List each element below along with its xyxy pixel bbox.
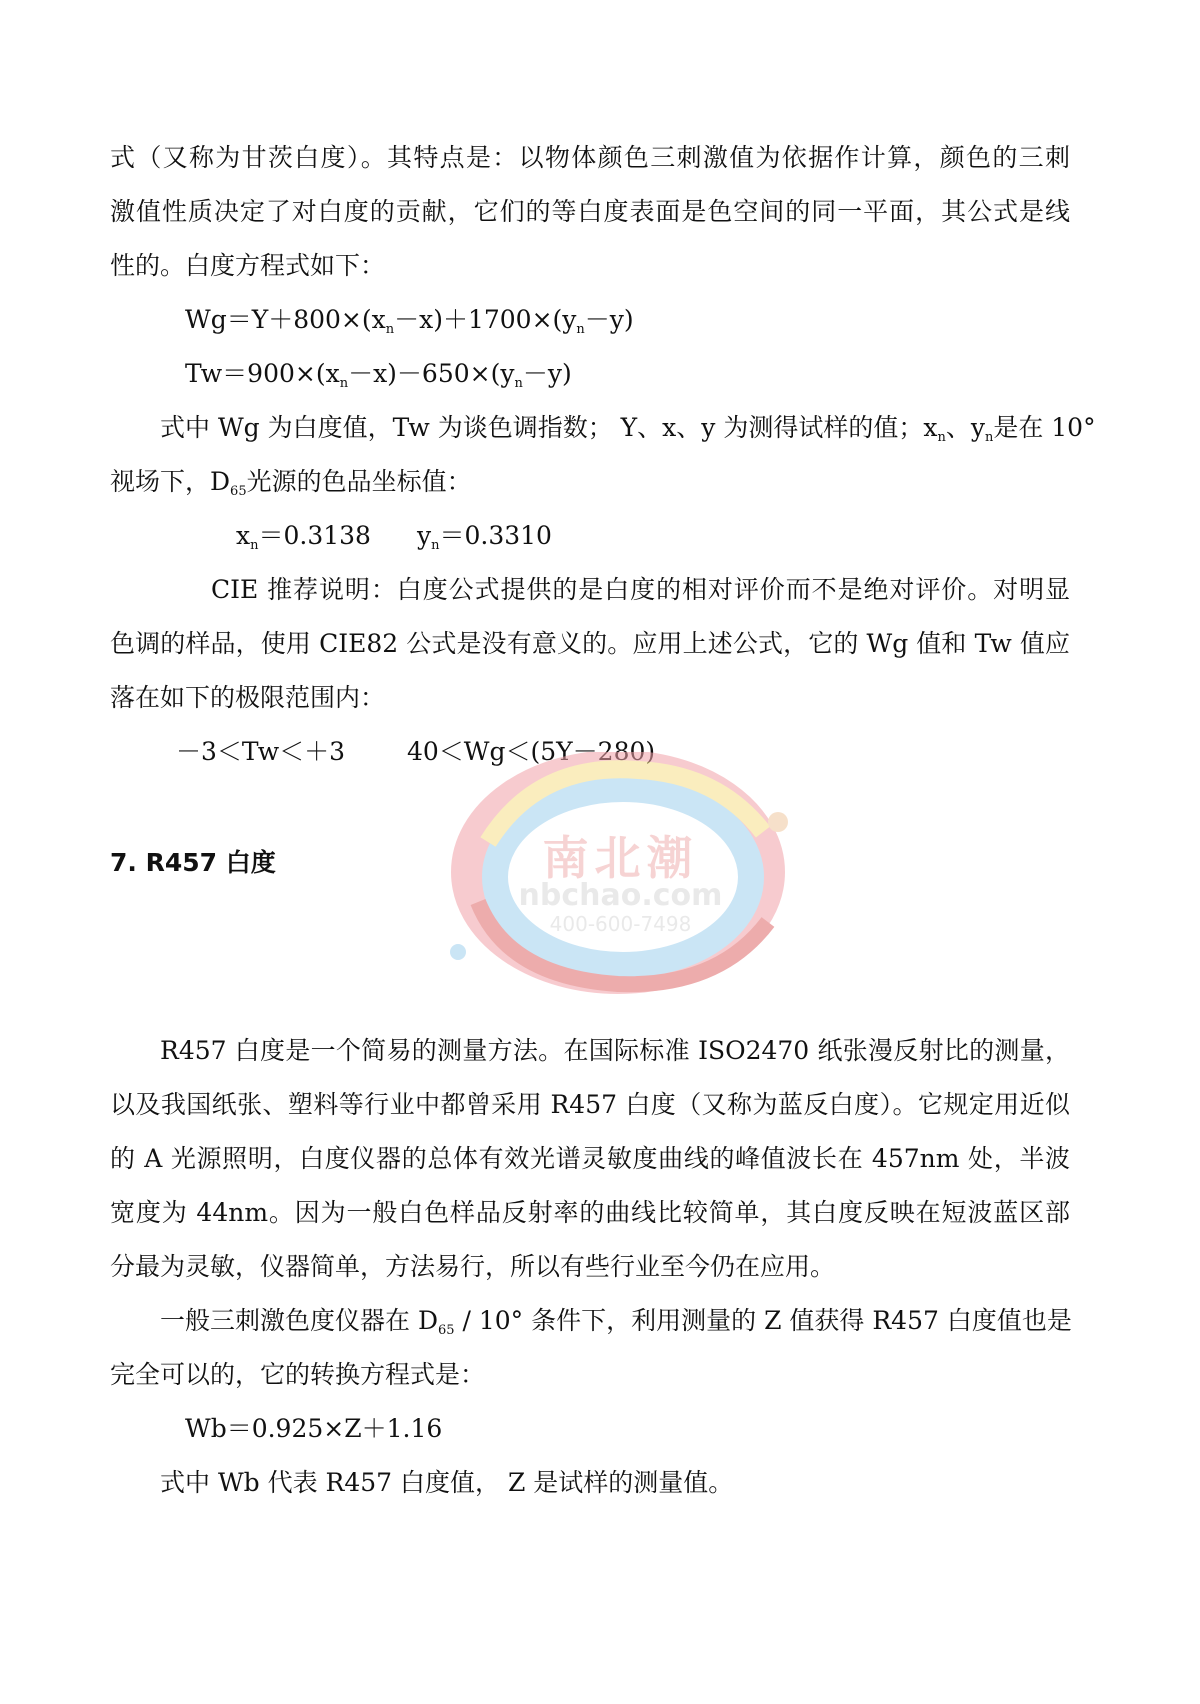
paragraph-line: 性的。白度方程式如下： [110, 251, 386, 280]
r457-paragraph-line: R457 白度是一个简易的测量方法。在国际标准 ISO2470 纸张漫反射比的测量， [160, 1036, 1070, 1065]
r457-paragraph-line: 宽度为 44nm。因为一般白色样品反射率的曲线比较简单，其白度反映在短波蓝区部 [110, 1198, 1070, 1227]
cie-note-line: 色调的样品，使用 CIE82 公式是没有意义的。应用上述公式，它的 Wg 值和 Tw 值应 [110, 629, 1070, 658]
explanation-line: 视场下，$D_{65}$光源的色品坐标值： [110, 467, 472, 499]
paragraph-line: 激值性质决定了对白度的贡献，它们的等白度表面是色空间的同一平面，其公式是线 [110, 197, 1070, 226]
watermark-phone: 400-600-7498 [549, 912, 692, 936]
formula-tw: $Tw=900\times(x_n-x)-650\times(y_n-y)$ [185, 359, 572, 391]
paragraph-line: 式（又称为甘茨白度）。其特点是：以物体颜色三刺激值为依据作计算，颜色的三刺 [110, 143, 1070, 172]
cie-note-line: CIE 推荐说明：白度公式提供的是白度的相对评价而不是绝对评价。对明显 [211, 575, 1070, 604]
section-heading: 7. R457 白度 [110, 848, 276, 877]
watermark-brand: 南北潮 [542, 831, 699, 885]
r457-paragraph-line: 分最为灵敏，仪器简单，方法易行，所以有些行业至今仍在应用。 [110, 1252, 836, 1281]
limit-range [176, 735, 776, 769]
watermark-site: nbchao.com [518, 878, 723, 913]
tw-limit: －3＜Tw＜＋3 [176, 737, 345, 766]
final-note: 式中 Wb 代表 R457 白度值， Z 是试样的测量值。 [160, 1468, 734, 1497]
r457-paragraph-line: 以及我国纸张、塑料等行业中都曾采用 R457 白度（又称为蓝反白度）。它规定用近似 [110, 1090, 1070, 1119]
chromaticity-coordinates: $x_n=0.3138$ $y_n=0.3310$ [236, 521, 552, 553]
cie-note-line: 落在如下的极限范围内： [110, 683, 386, 712]
conversion-paragraph-line: 一般三刺激色度仪器在 $D_{65} / 10^\circ$ 条件下，利用测量的 Z 值获得 R457 白度值也是 [160, 1306, 1072, 1338]
explanation-line: 式中 Wg 为白度值，Tw 为谈色调指数； Y、x、y 为测得试样的值；$x_n$、$y_n$是在 10° [160, 413, 1096, 445]
r457-paragraph-line: 的 A 光源照明，白度仪器的总体有效光谱灵敏度曲线的峰值波长在 457nm 处，半波 [110, 1144, 1070, 1173]
wg-limit: 40＜Wg＜(5Y－280) [407, 737, 656, 766]
formula-wb: Wb＝0.925×Z＋1.16 [185, 1414, 443, 1443]
formula-wg: $Wg=Y+800\times(x_n-x)+1700\times(y_n-y)$ [185, 305, 634, 337]
conversion-paragraph-line: 完全可以的，它的转换方程式是： [110, 1360, 486, 1389]
